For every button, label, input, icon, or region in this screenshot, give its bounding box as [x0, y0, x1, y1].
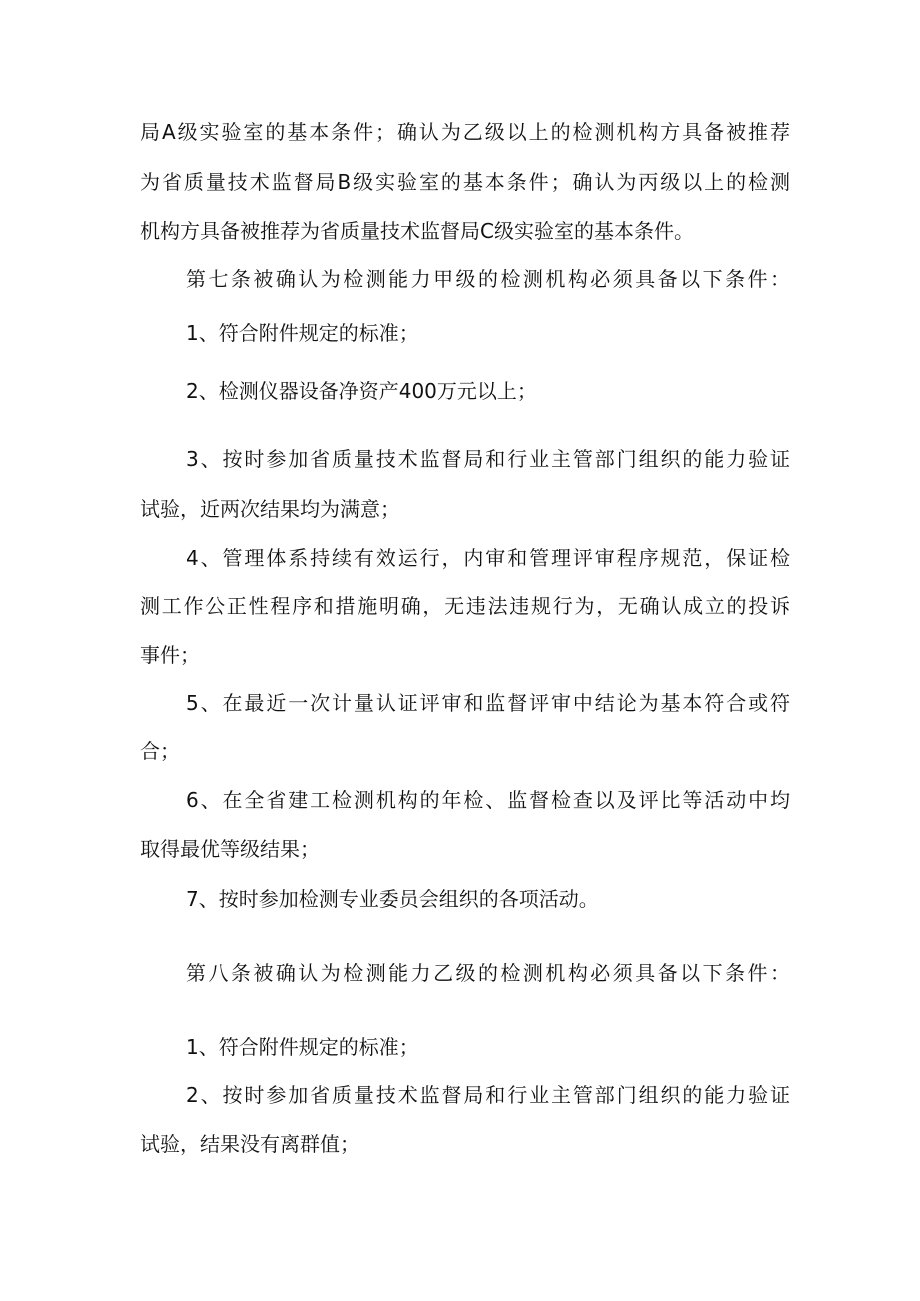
list-item: 1、符合附件规定的标准；: [186, 1035, 419, 1059]
text-line: 事件；: [140, 643, 200, 667]
list-item: 7、按时参加检测专业委员会组织的各项活动。: [186, 887, 599, 911]
text-line: 局A级实验室的基本条件；确认为乙级以上的检测机构方具备被推荐: [140, 120, 790, 144]
text-line: 取得最优等级结果；: [140, 837, 320, 861]
list-item: 4、管理体系持续有效运行，内审和管理评审程序规范，保证检: [186, 546, 790, 570]
text-line: 机构方具备被推荐为省质量技术监督局C级实验室的基本条件。: [140, 219, 694, 243]
list-item: 3、按时参加省质量技术监督局和行业主管部门组织的能力验证: [186, 447, 790, 471]
text-line: 试验，近两次结果均为满意；: [140, 497, 400, 521]
article-heading: 第八条被确认为检测能力乙级的检测机构必须具备以下条件：: [186, 961, 790, 985]
list-item: 2、检测仪器设备净资产400万元以上；: [186, 379, 537, 403]
text-line: 测工作公正性程序和措施明确，无违法违规行为，无确认成立的投诉: [140, 594, 790, 618]
text-line: 为省质量技术监督局B级实验室的基本条件；确认为丙级以上的检测: [140, 170, 790, 194]
list-item: 5、在最近一次计量认证评审和监督评审中结论为基本符合或符: [186, 691, 790, 715]
article-heading: 第七条被确认为检测能力甲级的检测机构必须具备以下条件：: [186, 267, 790, 291]
list-item: 1、符合附件规定的标准；: [186, 321, 419, 345]
text-line: 试验，结果没有离群值；: [140, 1132, 360, 1156]
list-item: 2、按时参加省质量技术监督局和行业主管部门组织的能力验证: [186, 1083, 790, 1107]
text-line: 合；: [140, 739, 180, 763]
list-item: 6、在全省建工检测机构的年检、监督检查以及评比等活动中均: [186, 788, 790, 812]
